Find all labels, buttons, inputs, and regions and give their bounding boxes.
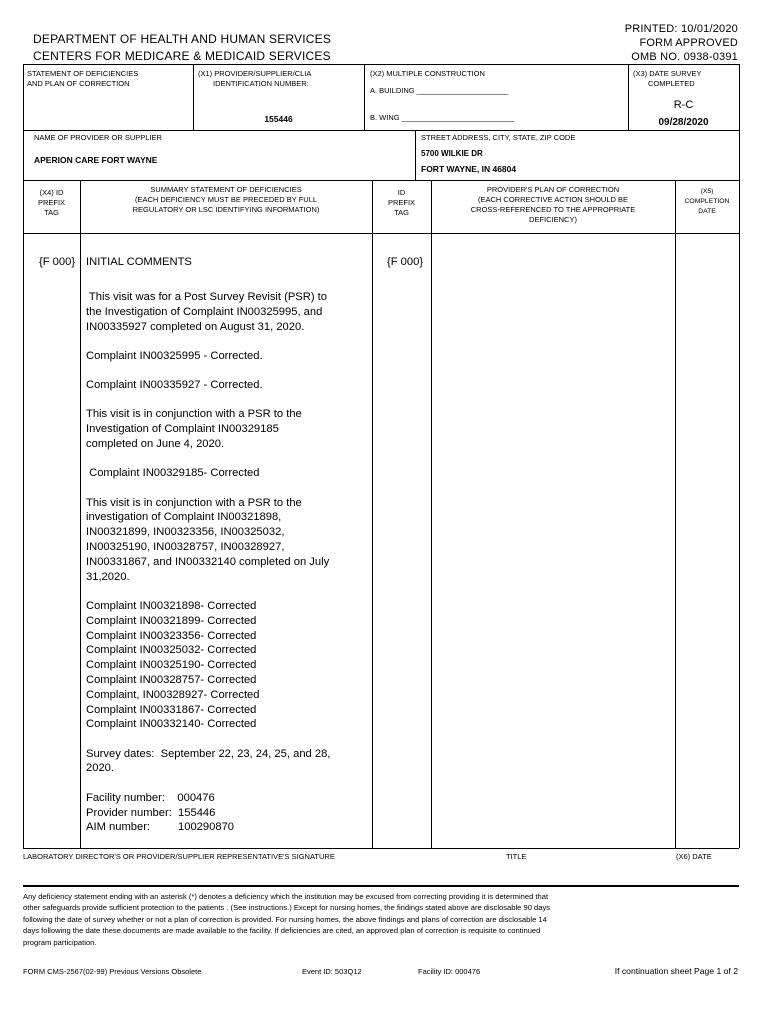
summary-line: investigation of Complaint IN00321898, (86, 511, 282, 524)
summary-line: Complaint IN00323356- Corrected (86, 629, 257, 642)
signature-bottom-line (23, 885, 739, 887)
disclaimer-line: following the date of survey whether or not a plan of correction is provided. For nursing homes, the above findings and plans of correction are disclosable 14 (23, 914, 547, 924)
plan-prefix-tag: {F 000} (387, 256, 424, 268)
signature-label: LABORATORY DIRECTOR'S OR PROVIDER/SUPPLIER REPRESENTATIVE'S SIGNATURE (23, 852, 335, 861)
summary-line: This visit is in conjunction with a PSR to the (86, 408, 302, 421)
provider-id-number: 155446 (264, 114, 293, 124)
statement-label-2: AND PLAN OF CORRECTION (27, 79, 130, 88)
survey-completed-date: 09/28/2020 (658, 117, 709, 128)
col-divider-4 (675, 180, 676, 848)
summary-line: Complaint IN00332140- Corrected (86, 718, 257, 731)
x4-header: (X4) ID PREFIX TAG (37, 188, 66, 217)
summary-paragraph (86, 407, 370, 451)
line-below-provider (23, 180, 739, 181)
summary-line: Complaint IN00328757- Corrected (86, 673, 257, 686)
summary-line: Facility number: 000476 (86, 791, 215, 804)
disclaimer-line: program participation. (23, 937, 97, 947)
summary-paragraph (86, 290, 370, 334)
summary-paragraph (86, 378, 370, 393)
title-label: TITLE (506, 852, 527, 861)
x3-label-1: (X3) DATE SURVEY (633, 69, 702, 78)
statement-label-1: STATEMENT OF DEFICIENCIES (27, 69, 139, 78)
summary-line: Investigation of Complaint IN00329185 (86, 423, 279, 436)
summary-paragraph (86, 599, 370, 732)
prefix-tag: {F 000} (39, 256, 76, 268)
provider-name-label: NAME OF PROVIDER OR SUPPLIER (34, 133, 162, 142)
agency-title: CENTERS FOR MEDICARE & MEDICAID SERVICES (33, 49, 331, 63)
omb-number: OMB NO. 0938-0391 (631, 51, 738, 63)
summary-line: IN00325190, IN00328757, IN00328927, (86, 541, 285, 554)
summary-line: Complaint IN00321899- Corrected (86, 614, 257, 627)
event-id: Event ID: 503Q12 (302, 967, 362, 976)
x2-building: A. BUILDING ______________________ (370, 86, 509, 95)
completion-header: (X5) COMPLETION DATE (684, 188, 730, 215)
entry-title: INITIAL COMMENTS (86, 256, 192, 268)
disclaimer-line: Any deficiency statement ending with an asterisk (*) denotes a deficiency which the institution may be excused from correcting providing it is determined that (23, 892, 549, 901)
summary-line: Complaint IN00325190- Corrected (86, 659, 257, 672)
summary-line: Complaint IN00325995 - Corrected. (86, 349, 263, 362)
line-below-ids (23, 130, 739, 131)
address-city: FORT WAYNE, IN 46804 (421, 164, 517, 174)
summary-line: Complaint IN00329185- Corrected (86, 467, 260, 480)
col-divider-2 (372, 180, 373, 848)
summary-line: Complaint IN00325032- Corrected (86, 644, 257, 657)
x1-label-1: (X1) PROVIDER/SUPPLIER/CLIA (198, 69, 312, 78)
summary-paragraph (86, 349, 370, 364)
address-label: STREET ADDRESS, CITY, STATE, ZIP CODE (421, 133, 576, 142)
x2-wing: B. WING ___________________________ (370, 113, 515, 122)
disclaimer-line: days following the date these documents are made available to the facility. If deficiencies are cited, an approved plan of correction is requisite to continued (23, 926, 541, 936)
col-divider-3 (431, 180, 432, 848)
address-street: 5700 WILKIE DR (421, 149, 483, 158)
line-below-colheads (23, 233, 739, 234)
summary-line: completed on June 4, 2020. (86, 438, 225, 451)
disclaimer (23, 891, 739, 948)
summary-line: AIM number: 100290870 (86, 821, 235, 834)
summary-line: 31,2020. (86, 570, 130, 583)
divider-x2 (364, 64, 365, 130)
date-label: (X6) DATE (676, 852, 712, 861)
summary-paragraph (86, 747, 370, 777)
id-prefix-header: ID PREFIX TAG (387, 188, 416, 217)
summary-line: IN00331867, and IN00332140 completed on July (86, 555, 330, 568)
department-title: DEPARTMENT OF HEALTH AND HUMAN SERVICES (33, 32, 332, 46)
summary-line: the Investigation of Complaint IN00325995, and (86, 305, 323, 318)
printed-date: PRINTED: 10/01/2020 (624, 23, 738, 35)
summary-line: This visit is in conjunction with a PSR to the (86, 496, 302, 509)
summary-line: Complaint IN00321898- Corrected (86, 599, 257, 612)
summary-line: Complaint IN00331867- Corrected (86, 703, 257, 716)
summary-paragraph (86, 791, 370, 835)
summary-line: IN00321899, IN00323356, IN00325032, (86, 526, 285, 539)
frame-right (739, 64, 740, 848)
divider-address (415, 130, 416, 180)
disclaimer-line: other safeguards provide sufficient protection to the patients . (See instructions.) Except for nursing homes, the findings stated above are disclosable 90 days (23, 903, 551, 913)
summary-line: This visit was for a Post Survey Revisit (PSR) to (86, 291, 328, 303)
col-divider-1 (80, 180, 81, 848)
x2-label: (X2) MULTIPLE CONSTRUCTION (370, 69, 485, 78)
summary-line: Provider number: 155446 (86, 806, 216, 819)
summary-line: 2020. (86, 762, 114, 775)
form-number: FORM CMS-2567(02-99) Previous Versions Obsolete (23, 967, 202, 976)
summary-line: Survey dates: September 22, 23, 24, 25, and 28, (86, 747, 331, 760)
provider-name: APERION CARE FORT WAYNE (34, 155, 158, 165)
frame-top (23, 64, 739, 65)
summary-header: SUMMARY STATEMENT OF DEFICIENCIES (EACH DEFICIENCY MUST BE PRECEDED BY FULL REGULATORY OR LSC IDENTIFYING INFORMATION) (132, 185, 320, 214)
summary-body (86, 290, 370, 850)
summary-line: Complaint, IN00328927- Corrected (86, 688, 260, 701)
summary-paragraph (86, 496, 370, 585)
summary-line: Complaint IN00335927 - Corrected. (86, 379, 263, 392)
plan-header: PROVIDER'S PLAN OF CORRECTION (EACH CORRECTIVE ACTION SHOULD BE CROSS-REFERENCED TO THE APPROPRIATE DEFICIENCY) (470, 185, 636, 224)
frame-left (23, 64, 24, 848)
summary-paragraph (86, 466, 370, 481)
x1-label-2: IDENTIFICATION NUMBER: (213, 79, 309, 88)
x3-code: R-C (673, 99, 694, 111)
continuation-page: If continuation sheet Page 1 of 2 (614, 966, 738, 976)
summary-line: IN00335927 completed on August 31, 2020. (86, 320, 305, 333)
facility-id: Facility ID: 000476 (418, 967, 481, 976)
form-approved: FORM APPROVED (639, 37, 738, 49)
x3-label-2: COMPLETED (648, 79, 695, 88)
